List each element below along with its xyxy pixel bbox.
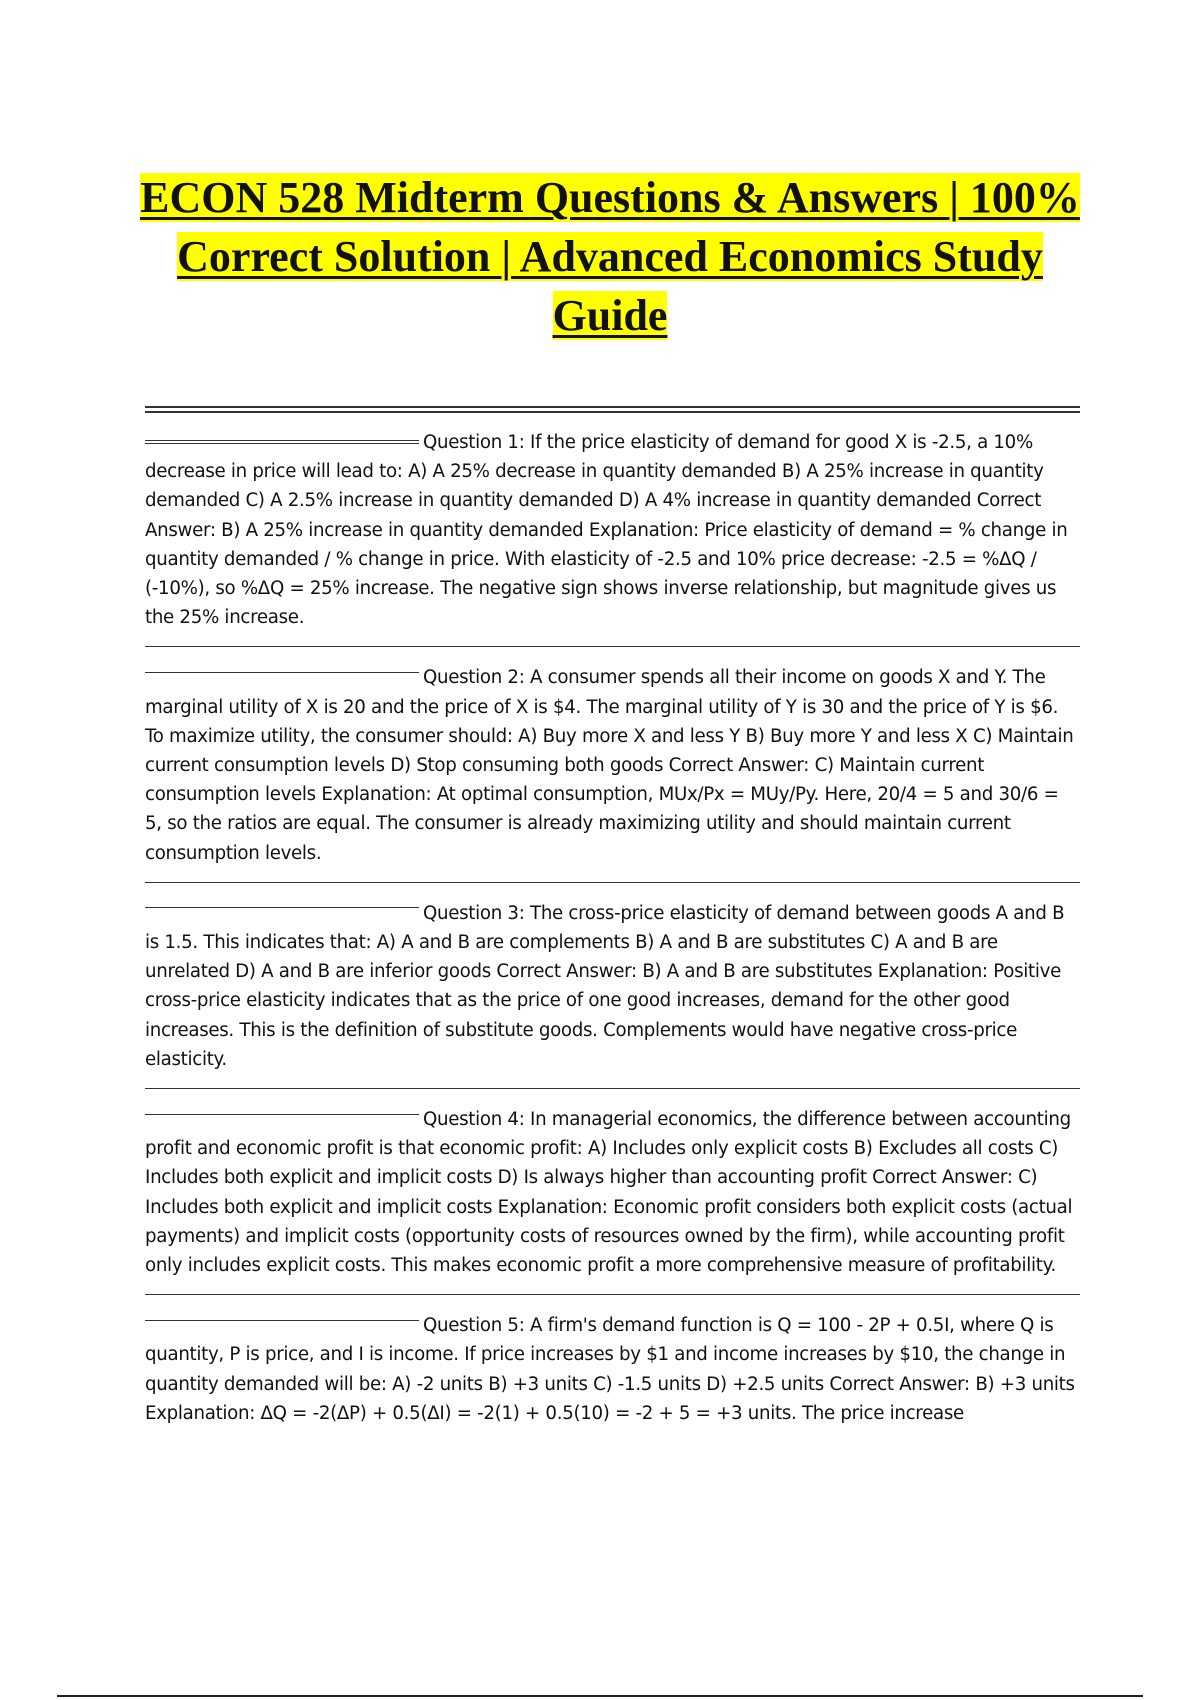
question-4	[145, 1105, 1080, 1280]
questions-list	[145, 428, 1080, 1428]
question-separator	[145, 646, 1080, 647]
question-2	[145, 663, 1080, 867]
question-leader-line	[145, 1320, 419, 1321]
question-separator	[145, 1294, 1080, 1295]
question-leader-line	[145, 672, 419, 673]
title-divider	[145, 406, 1080, 413]
question-2-text: Question 2: A consumer spends all their income on goods X and Y. The marginal utility of X is 20 and the price of X is $4. The marginal utility of Y is 30 and the price of Y is $6. To maximize utility, the consumer should: A) Buy more X and less Y B) Buy more Y and less X C) Maintain current consumption levels D) Stop consuming both goods Correct Answer: C) Maintain current consumption levels Explanation: At optimal consumption, MUx/Px = MUy/Py. Here, 20/4 = 5 and 30/6 = 5, so the ratios are equal. The consumer is already maximizing utility and should maintain current consumption levels.	[145, 667, 1074, 864]
question-3	[145, 899, 1080, 1074]
question-leader-line	[145, 1114, 419, 1115]
question-leader-line	[145, 907, 419, 908]
document-title	[130, 168, 1090, 345]
question-5-text: Question 5: A firm's demand function is Q = 100 - 2P + 0.5I, where Q is quantity, P is price, and I is income. If price increases by $1 and income increases by $10, the change in quantity demanded will be: A) -2 units B) +3 units C) -1.5 units D) +2.5 units Correct Answer: B) +3 units Explanation: ΔQ = -2(ΔP) + 0.5(ΔI) = -2(1) + 0.5(10) = -2 + 5 = +3 units. The price increase	[145, 1315, 1075, 1424]
question-4-text: Question 4: In managerial economics, the difference between accounting profit and economic profit is that economic profit: A) Includes only explicit costs B) Excludes all costs C) Includes both explicit and implicit costs D) Is always higher than accounting profit Correct Answer: C) Includes both explicit and implicit costs Explanation: Economic profit considers both explicit costs (actual payments) and implicit costs (opportunity costs of resources owned by the firm), while accounting profit only includes explicit costs. This makes economic profit a more comprehensive measure of profitability.	[145, 1109, 1073, 1277]
document-title-text: ECON 528 Midterm Questions & Answers | 100% Correct Solution | Advanced Economics Study Guide	[140, 173, 1080, 340]
question-separator	[145, 882, 1080, 883]
question-separator	[145, 1088, 1080, 1089]
question-3-text: Question 3: The cross-price elasticity of demand between goods A and B is 1.5. This indicates that: A) A and B are complements B) A and B are substitutes C) A and B are unrelated D) A and B are inferior goods Correct Answer: B) A and B are substitutes Explanation: Positive cross-price elasticity indicates that as the price of one good increases, demand for the other good increases. This is the definition of substitute goods. Complements would have negative cross-price elasticity.	[145, 902, 1065, 1070]
question-1	[145, 428, 1080, 632]
question-5	[145, 1311, 1080, 1428]
question-leader-line	[145, 440, 419, 444]
question-1-text: Question 1: If the price elasticity of demand for good X is -2.5, a 10% decrease in price will lead to: A) A 25% decrease in quantity demanded B) A 25% increase in quantity demanded C) A 2.5% increase in quantity demanded D) A 4% increase in quantity demanded Correct Answer: B) A 25% increase in quantity demanded Explanation: Price elasticity of demand = % change in quantity demanded / % change in price. With elasticity of -2.5 and 10% price decrease: -2.5 = %ΔQ / (-10%), so %ΔQ = 25% increase. The negative sign shows inverse relationship, but magnitude gives us the 25% increase.	[145, 432, 1068, 629]
page-bottom-rule	[57, 1695, 1143, 1697]
